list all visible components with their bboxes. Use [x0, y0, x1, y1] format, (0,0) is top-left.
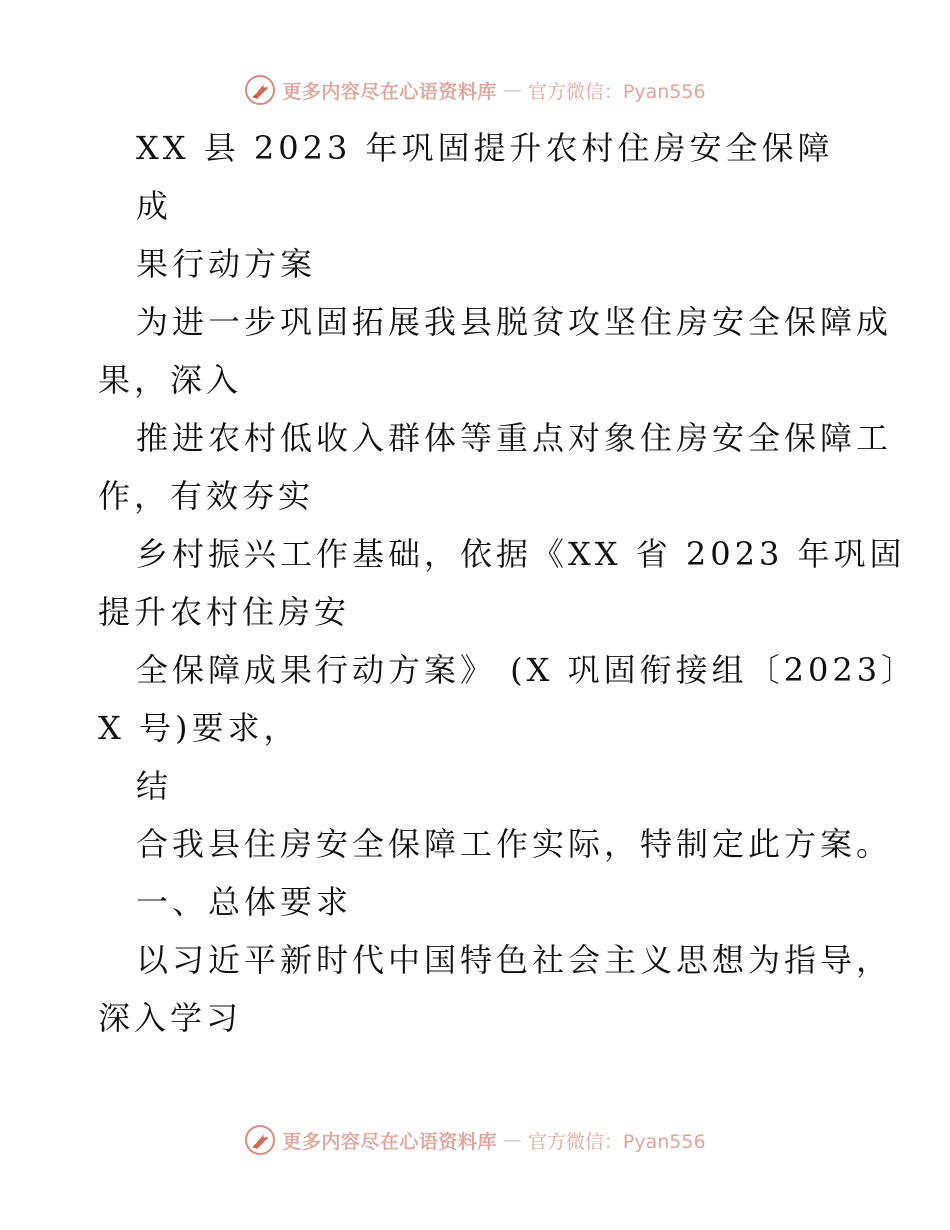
paragraph-line: 提升农村住房安	[98, 593, 351, 631]
section-heading: 一、总体要求	[136, 883, 353, 921]
pen-nib-logo-icon	[244, 1124, 276, 1156]
header-watermark	[0, 70, 950, 110]
paragraph-line: X 号)要求，	[98, 709, 300, 747]
paragraph-line: 合我县住房安全保障工作实际，特制定此方案。	[136, 825, 893, 863]
paragraph-line: 全保障成果行动方案》 (X 巩固衔接组〔2023〕	[136, 651, 918, 689]
footer-watermark	[0, 1120, 950, 1160]
paragraph-line: 以习近平新时代中国特色社会主义思想为指导，	[136, 941, 893, 979]
watermark-text: 更多内容尽在心语资料库	[282, 1130, 497, 1153]
title-line-3: 果行动方案	[136, 245, 317, 283]
paragraph-line: 结	[136, 767, 173, 805]
watermark-separator: —	[502, 1129, 522, 1151]
paragraph-line: 推进农村低收入群体等重点对象住房安全保障工	[136, 419, 893, 457]
paragraph-line: 作，有效夯实	[98, 477, 315, 515]
paragraph-line: 为进一步巩固拓展我县脱贫攻坚住房安全保障成	[136, 303, 893, 341]
watermark-contact: 官方微信：Pyan556	[527, 80, 706, 103]
paragraph-line: 果，深入	[98, 361, 243, 399]
paragraph-line: 乡村振兴工作基础，依据《XX 省 2023 年巩固	[136, 535, 906, 573]
watermark-separator: —	[502, 79, 522, 101]
title-line-1: XX 县 2023 年巩固提升农村住房安全保障	[136, 129, 834, 167]
pen-nib-logo-icon	[244, 74, 276, 106]
title-line-2: 成	[136, 187, 173, 225]
paragraph-line: 深入学习	[98, 999, 243, 1037]
watermark-text: 更多内容尽在心语资料库	[282, 80, 497, 103]
watermark-contact: 官方微信：Pyan556	[527, 1130, 706, 1153]
